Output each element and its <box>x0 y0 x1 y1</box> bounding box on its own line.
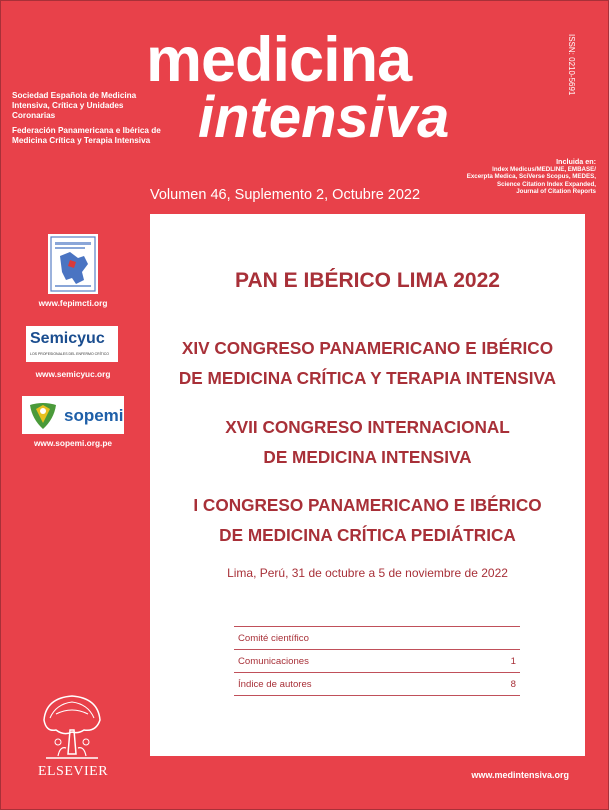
semicyuc-logo-subtext: LOS PROFESIONALES DEL ENFERMO CRÍTICO <box>30 352 110 356</box>
event-venue-date: Lima, Perú, 31 de octubre a 5 de noviembre de 2022 <box>227 566 508 580</box>
elsevier-tree-icon <box>36 690 108 762</box>
toc-page: 1 <box>510 656 516 667</box>
indexing-line: Index Medicus/MEDLINE, EMBASE/ <box>492 165 596 173</box>
indexing-heading: Incluida en: <box>556 157 596 166</box>
sopemi-logo-text: sopemi <box>64 406 124 425</box>
fepimcti-url[interactable]: www.fepimcti.org <box>38 298 108 308</box>
congress-1-line1: XIV CONGRESO PANAMERICANO E IBÉRICO <box>181 338 554 358</box>
toc-label: Índice de autores <box>238 679 312 690</box>
congress-2-title <box>150 412 585 472</box>
indexing-line: Journal of Citation Reports <box>516 188 596 195</box>
toc-row[interactable] <box>234 649 520 672</box>
society-semicyuc: Sociedad Española de Medicina Intensiva, Crítica y Unidades Coronarias <box>12 91 137 120</box>
sopemi-emblem-icon <box>26 399 60 431</box>
congress-3-line1: I CONGRESO PANAMERICANO E IBÉRICO <box>193 495 542 515</box>
journal-title <box>146 25 566 150</box>
congress-3-line2: DE MEDICINA CRÍTICA PEDIÁTRICA <box>219 525 516 545</box>
congress-1-line2: DE MEDICINA CRÍTICA Y TERAPIA INTENSIVA <box>178 368 557 388</box>
journal-title-line1: medicina <box>146 25 412 95</box>
toc-label: Comité científico <box>238 633 309 644</box>
semicyuc-logo-text: Semicyuc <box>30 330 105 347</box>
journal-website[interactable]: www.medintensiva.org <box>471 770 569 780</box>
event-main-title: PAN E IBÉRICO LIMA 2022 <box>235 269 500 292</box>
table-of-contents <box>234 626 520 696</box>
toc-row[interactable] <box>234 626 520 649</box>
semicyuc-logo <box>26 326 118 362</box>
congress-3-title <box>150 490 585 550</box>
toc-page: 8 <box>510 679 516 690</box>
fepimcti-logo <box>48 234 98 294</box>
congress-2-line1: XVII CONGRESO INTERNACIONAL <box>225 417 510 437</box>
issn-label: ISSN: 0210-5691 <box>567 34 576 96</box>
volume-info: Volumen 46, Suplemento 2, Octubre 2022 <box>150 187 421 203</box>
sopemi-logo <box>22 396 124 434</box>
congress-1-title <box>150 333 585 393</box>
society-list <box>12 91 162 151</box>
indexing-info <box>396 158 596 196</box>
congress-2-line2: DE MEDICINA INTENSIVA <box>263 447 472 467</box>
sopemi-url[interactable]: www.sopemi.org.pe <box>33 438 113 448</box>
semicyuc-url[interactable]: www.semicyuc.org <box>35 369 111 379</box>
indexing-line: Science Citation Index Expanded, <box>496 180 596 188</box>
indexing-line: Excerpta Medica, SciVerse Scopus, MEDES, <box>466 173 596 180</box>
toc-row[interactable] <box>234 672 520 696</box>
publisher-name: ELSEVIER <box>37 764 109 779</box>
toc-label: Comunicaciones <box>238 656 309 667</box>
society-fepimcti: Federación Panamericana e Ibérica de Medicina Crítica y Terapia Intensiva <box>12 126 161 145</box>
content-panel <box>150 214 585 756</box>
journal-title-line2: intensiva <box>198 85 450 150</box>
